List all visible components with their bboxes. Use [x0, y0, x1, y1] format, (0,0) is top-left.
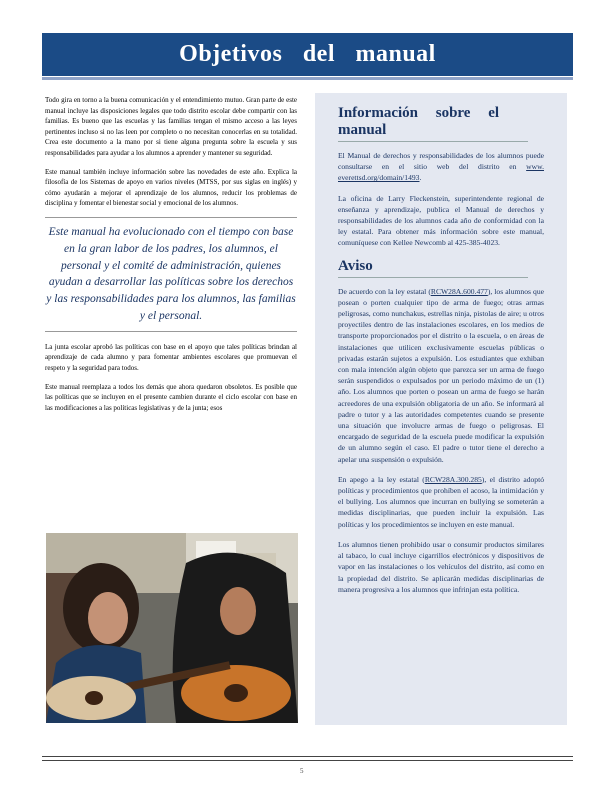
- district-website-link[interactable]: www. everettsd.org/domain/1493: [338, 162, 544, 183]
- students-guitar-photo: [46, 533, 298, 723]
- mtss-paragraph: Este manual también incluye información sobre las novedades de este año. Explica la filosofía de los Sistemas de apoyo en varios niveles (MTSS, por sus siglas en inglés) y cómo ayudarán a mejorar el aprendizaje de los alumnos, reducir los problemas de disciplina y fomentar el bienestar social y emocional de los alumnos.: [45, 167, 297, 208]
- left-column: [45, 95, 297, 421]
- manual-info-rule: [338, 141, 528, 142]
- page-title: Objetivos del manual: [42, 33, 573, 76]
- page-number: 5: [300, 767, 304, 775]
- manual-info-heading: Información sobre el manual: [338, 105, 500, 138]
- weapons-pre: De acuerdo con la ley estatal (: [338, 286, 431, 296]
- tobacco-paragraph: Los alumnos tienen prohibido usar o consumir productos similares al tabaco, lo cual incluye cigarrillos electrónicos y dispositivos de vapor en las instalaciones o los vehículos del distrito, así como en la propiedad del distrito. Se aplicarán medidas disciplinarias de manera progresiva a los alumnos que infrinjan esta política.: [338, 539, 544, 594]
- footer-rule-bottom: [42, 760, 573, 761]
- website-paragraph: [338, 150, 544, 184]
- replace-paragraph: Este manual reemplaza a todos los demás que ahora quedaron obsoletos. Es posible que las políticas que se incluyen en el presente cambien durante el ciclo escolar con base en las modificaciones a las políticas legislativas y de la junta; esos: [45, 382, 297, 412]
- notice-rule: [338, 277, 528, 278]
- pull-quote: Este manual ha evolucionado con el tiempo con base en la gran labor de los padres, los alumnos, el personal y el comité de administración, quienes ayudan a desarrollar las políticas sobre los derechos y las responsabilidades para los alumnos, las familias y el personal.: [46, 225, 296, 322]
- bullying-text: ), el distrito adoptó políticas y procedimientos que prohíben el acoso, la intimidación y el bullying. Los alumnos que incurran en bullying se someterán a medidas disciplinarias, que pueden incluir la expulsión. Las políticas y los procedimientos se incluyen en este manual.: [338, 474, 544, 529]
- weapons-text: ), los alumnos que posean o porten cualquier tipo de arma de fuego; otras armas peligrosas, como nunchakus, estrellas ninja, pistolas de aire; u otros proyectiles dentro de las instalaciones escolares, en los medios de transporte proporcionados por el distrito o la escuela, o en áreas de instalaciones que utilicen exclusivamente escuelas públicas o privadas estarán sujetos a expulsión. Los estudiantes que exhiban con mala intención algún objeto que parezca ser un arma de fuego serán suspendidos o expulsados por un periodo máximo de un (1) año. Los alumnos que porten o posean un arma de fuego se harán acreedores de una expulsión obligatoria de un año. Se informará al padre o tutor y a las autoridades competentes cuando se presente una situación que involucre armas de fuego o peligrosas. El encargado de seguridad de la escuela puede modificar la expulsión de un alumno según el caso. El padre o tutor tiene el derecho a apelar una suspensión o expulsión.: [338, 286, 544, 464]
- rcw-600-link[interactable]: RCW28A.600.477: [430, 286, 488, 296]
- footer-rule-top: [42, 756, 573, 757]
- board-paragraph: La junta escolar aprobó las políticas con base en el apoyo que tales políticas brindan al aprendizaje de cada alumno y para fomentar ambientes escolares que promuevan el respeto y la seguridad para todos.: [45, 342, 297, 372]
- title-rule: [42, 77, 573, 80]
- info-panel: [315, 93, 567, 725]
- bullying-pre: En apego a la ley estatal (: [338, 474, 425, 484]
- rcw-300-link[interactable]: RCW28A.300.285: [424, 474, 482, 484]
- website-period: .: [419, 173, 422, 183]
- intro-paragraph: Todo gira en torno a la buena comunicación y el entendimiento mutuo. Gran parte de este manual incluye las disposiciones legales que todo distrito escolar debe compartir con las familias. Es bueno que las escuelas y las familias tengan el mismo acceso a las leyes pertinentes incluso si no las leen por completo o no necesitan conocerlas en su totalidad. Crea este documento a la mano por si tiene alguna pregunta sobre la escuela y sus responsabilidades para ayudar a los alumnos a aprender y mantener su seguridad.: [45, 96, 297, 157]
- website-text: El Manual de derechos y responsabilidades de los alumnos puede consultarse en el sitio web del distrito en: [338, 151, 544, 172]
- bullying-paragraph: [338, 474, 544, 530]
- office-paragraph: La oficina de Larry Fleckenstein, superintendente regional de enseñanza y aprendizaje, publica el Manual de derechos y responsabilidades de los alumnos cada año de conformidad con la ley estatal. Para obtener más información sobre este manual, comuníquese con Kellee Newcomb al 425-385-4023.: [338, 193, 544, 248]
- notice-heading: Aviso: [338, 257, 373, 274]
- quote-rule-bottom: [45, 331, 297, 332]
- weapons-paragraph: [338, 286, 544, 465]
